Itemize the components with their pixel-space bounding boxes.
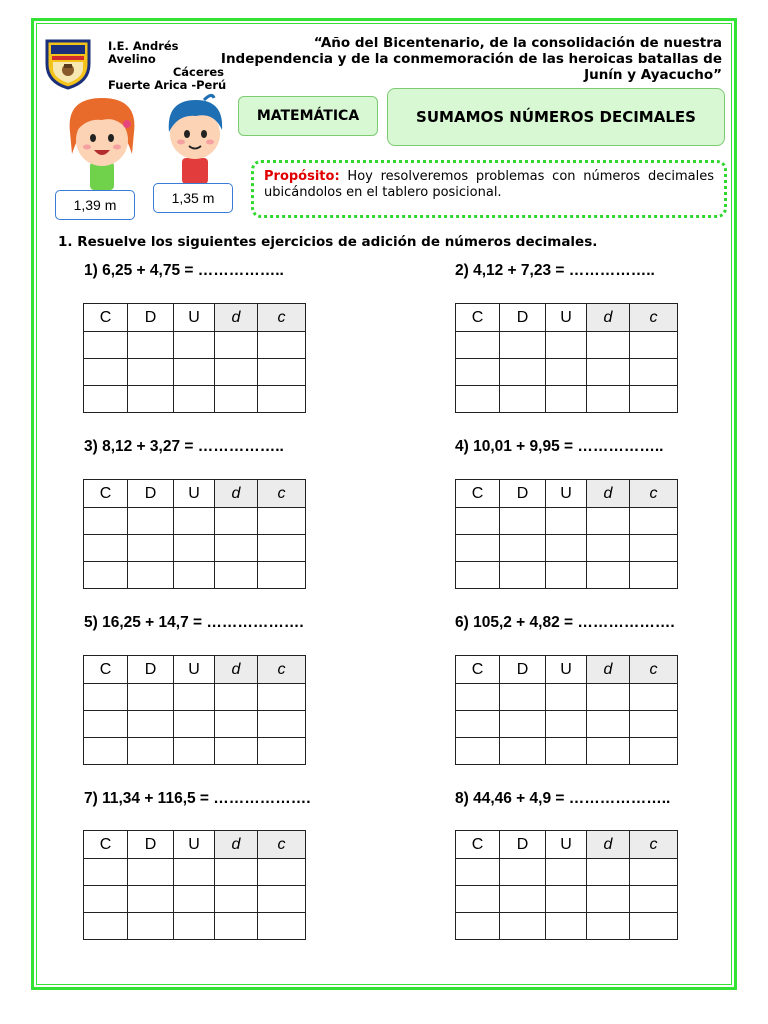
table-row xyxy=(456,562,678,589)
boy-height-label: 1,35 m xyxy=(153,183,233,213)
answer-cell[interactable] xyxy=(500,535,546,562)
answer-cell[interactable] xyxy=(456,711,500,738)
answer-cell[interactable] xyxy=(500,386,546,413)
place-value-table-7 xyxy=(83,830,306,940)
answer-cell[interactable] xyxy=(630,738,678,765)
answer-cell[interactable] xyxy=(500,684,546,711)
answer-cell[interactable] xyxy=(215,711,258,738)
header-decimos: d xyxy=(215,831,258,859)
exercise-2-prompt: 2) 4,12 + 7,23 = …………….. xyxy=(455,262,655,279)
answer-cell[interactable] xyxy=(587,913,630,940)
answer-cell[interactable] xyxy=(500,508,546,535)
place-value-table-6 xyxy=(455,655,678,765)
table-row xyxy=(456,711,678,738)
answer-cell[interactable] xyxy=(630,508,678,535)
answer-cell[interactable] xyxy=(587,859,630,886)
table-row xyxy=(84,738,306,765)
table-row xyxy=(84,386,306,413)
answer-cell[interactable] xyxy=(128,332,174,359)
answer-cell[interactable] xyxy=(84,535,128,562)
answer-cell[interactable] xyxy=(630,886,678,913)
answer-cell[interactable] xyxy=(215,859,258,886)
answer-cell[interactable] xyxy=(84,508,128,535)
answer-cell[interactable] xyxy=(456,508,500,535)
exercise-1-prompt: 1) 6,25 + 4,75 = …………….. xyxy=(84,262,284,279)
answer-cell[interactable] xyxy=(128,913,174,940)
answer-cell[interactable] xyxy=(630,562,678,589)
answer-cell[interactable] xyxy=(84,886,128,913)
place-value-table-5 xyxy=(83,655,306,765)
worksheet-title: SUMAMOS NÚMEROS DECIMALES xyxy=(387,88,725,146)
answer-cell[interactable] xyxy=(215,913,258,940)
answer-cell[interactable] xyxy=(500,859,546,886)
table-row xyxy=(456,535,678,562)
answer-cell[interactable] xyxy=(128,562,174,589)
motto-line2: Independencia y de la conmemoración de las heroicas batallas de xyxy=(220,51,722,67)
answer-cell[interactable] xyxy=(174,684,215,711)
table-row xyxy=(84,859,306,886)
exercise-5-prompt: 5) 16,25 + 14,7 = ………………. xyxy=(84,614,304,631)
answer-cell[interactable] xyxy=(630,859,678,886)
answer-cell[interactable] xyxy=(215,359,258,386)
answer-cell[interactable] xyxy=(630,332,678,359)
answer-cell[interactable] xyxy=(546,535,587,562)
school-location: Fuerte Arica -Perú xyxy=(108,78,227,92)
answer-cell[interactable] xyxy=(258,711,306,738)
header-centesimos: c xyxy=(258,480,306,508)
header-decimos: d xyxy=(215,656,258,684)
table-row xyxy=(456,913,678,940)
answer-cell[interactable] xyxy=(128,359,174,386)
answer-cell[interactable] xyxy=(587,386,630,413)
table-row xyxy=(84,359,306,386)
answer-cell[interactable] xyxy=(258,332,306,359)
answer-cell[interactable] xyxy=(546,738,587,765)
answer-cell[interactable] xyxy=(174,711,215,738)
answer-cell[interactable] xyxy=(546,562,587,589)
answer-cell[interactable] xyxy=(546,913,587,940)
answer-cell[interactable] xyxy=(215,508,258,535)
answer-cell[interactable] xyxy=(84,913,128,940)
header-centenas: C xyxy=(456,656,500,684)
girl-height-label: 1,39 m xyxy=(55,190,135,220)
header-centenas: C xyxy=(84,304,128,332)
answer-cell[interactable] xyxy=(630,386,678,413)
subject-badge: MATEMÁTICA xyxy=(238,96,378,136)
table-row xyxy=(84,711,306,738)
header-centenas: C xyxy=(456,304,500,332)
header-centesimos: c xyxy=(630,480,678,508)
answer-cell[interactable] xyxy=(630,913,678,940)
answer-cell[interactable] xyxy=(258,386,306,413)
answer-cell[interactable] xyxy=(587,738,630,765)
answer-cell[interactable] xyxy=(128,711,174,738)
table-row xyxy=(84,684,306,711)
header-centesimos: c xyxy=(630,831,678,859)
table-row xyxy=(456,359,678,386)
answer-cell[interactable] xyxy=(84,386,128,413)
answer-cell[interactable] xyxy=(500,738,546,765)
answer-cell[interactable] xyxy=(215,386,258,413)
answer-cell[interactable] xyxy=(630,711,678,738)
year-motto xyxy=(190,35,722,83)
answer-cell[interactable] xyxy=(128,386,174,413)
table-row xyxy=(456,886,678,913)
answer-cell[interactable] xyxy=(258,562,306,589)
answer-cell[interactable] xyxy=(174,913,215,940)
answer-cell[interactable] xyxy=(128,886,174,913)
answer-cell[interactable] xyxy=(174,359,215,386)
header-decenas: D xyxy=(500,304,546,332)
place-value-table-8 xyxy=(455,830,678,940)
answer-cell[interactable] xyxy=(456,332,500,359)
school-crest-logo xyxy=(43,38,93,90)
header-decimos: d xyxy=(587,304,630,332)
answer-cell[interactable] xyxy=(84,738,128,765)
answer-cell[interactable] xyxy=(546,332,587,359)
answer-cell[interactable] xyxy=(587,886,630,913)
answer-cell[interactable] xyxy=(174,535,215,562)
answer-cell[interactable] xyxy=(84,332,128,359)
header-unidades: U xyxy=(174,656,215,684)
header-decenas: D xyxy=(500,480,546,508)
table-row xyxy=(456,332,678,359)
answer-cell[interactable] xyxy=(587,562,630,589)
answer-cell[interactable] xyxy=(174,562,215,589)
motto-line3: Junín y Ayacucho” xyxy=(584,67,722,83)
answer-cell[interactable] xyxy=(456,738,500,765)
table-row xyxy=(84,913,306,940)
header-decimos: d xyxy=(587,656,630,684)
header-unidades: U xyxy=(546,656,587,684)
answer-cell[interactable] xyxy=(215,886,258,913)
girl-illustration xyxy=(62,92,142,190)
table-row xyxy=(456,684,678,711)
answer-cell[interactable] xyxy=(128,684,174,711)
table-row xyxy=(84,332,306,359)
answer-cell[interactable] xyxy=(84,859,128,886)
table-row xyxy=(456,386,678,413)
exercise-4-prompt: 4) 10,01 + 9,95 = …………….. xyxy=(455,438,664,455)
header-decimos: d xyxy=(587,480,630,508)
header-centesimos: c xyxy=(630,656,678,684)
answer-cell[interactable] xyxy=(500,359,546,386)
place-value-table-2 xyxy=(455,303,678,413)
answer-cell[interactable] xyxy=(456,386,500,413)
answer-cell[interactable] xyxy=(258,886,306,913)
motto-line1: “Año del Bicentenario, de la consolidación de nuestra xyxy=(313,35,722,51)
header-unidades: U xyxy=(546,480,587,508)
answer-cell[interactable] xyxy=(500,913,546,940)
place-value-table-4 xyxy=(455,479,678,589)
header-centenas: C xyxy=(84,831,128,859)
header-centenas: C xyxy=(84,480,128,508)
answer-cell[interactable] xyxy=(84,562,128,589)
answer-cell[interactable] xyxy=(587,332,630,359)
answer-cell[interactable] xyxy=(174,738,215,765)
purpose-label: Propósito: xyxy=(264,169,340,184)
table-row xyxy=(456,738,678,765)
table-row xyxy=(84,535,306,562)
answer-cell[interactable] xyxy=(174,508,215,535)
header-centesimos: c xyxy=(258,304,306,332)
table-row xyxy=(84,508,306,535)
answer-cell[interactable] xyxy=(84,359,128,386)
answer-cell[interactable] xyxy=(84,684,128,711)
answer-cell[interactable] xyxy=(215,562,258,589)
answer-cell[interactable] xyxy=(258,859,306,886)
answer-cell[interactable] xyxy=(456,535,500,562)
table-row xyxy=(84,562,306,589)
purpose-box xyxy=(251,160,727,218)
answer-cell[interactable] xyxy=(84,711,128,738)
header-decimos: d xyxy=(587,831,630,859)
answer-cell[interactable] xyxy=(500,886,546,913)
answer-cell[interactable] xyxy=(587,359,630,386)
header-decimos: d xyxy=(215,480,258,508)
header-decenas: D xyxy=(128,304,174,332)
table-row xyxy=(456,508,678,535)
header-decenas: D xyxy=(128,831,174,859)
answer-cell[interactable] xyxy=(174,886,215,913)
answer-cell[interactable] xyxy=(546,886,587,913)
header-centenas: C xyxy=(84,656,128,684)
header-centenas: C xyxy=(456,480,500,508)
header-decenas: D xyxy=(500,656,546,684)
header-decenas: D xyxy=(500,831,546,859)
table-row xyxy=(456,859,678,886)
answer-cell[interactable] xyxy=(546,711,587,738)
exercise-7-prompt: 7) 11,34 + 116,5 = ………………. xyxy=(84,790,311,807)
school-name-line2: Cáceres xyxy=(172,65,224,79)
header-centesimos: c xyxy=(630,304,678,332)
answer-cell[interactable] xyxy=(215,535,258,562)
answer-cell[interactable] xyxy=(500,332,546,359)
header-unidades: U xyxy=(174,831,215,859)
answer-cell[interactable] xyxy=(630,684,678,711)
answer-cell[interactable] xyxy=(128,508,174,535)
answer-cell[interactable] xyxy=(456,359,500,386)
answer-cell[interactable] xyxy=(258,359,306,386)
answer-cell[interactable] xyxy=(546,386,587,413)
place-value-table-3 xyxy=(83,479,306,589)
answer-cell[interactable] xyxy=(587,711,630,738)
answer-cell[interactable] xyxy=(174,859,215,886)
table-row xyxy=(84,886,306,913)
answer-cell[interactable] xyxy=(258,913,306,940)
school-name-line1: I.E. Andrés Avelino xyxy=(108,39,179,66)
header-unidades: U xyxy=(546,304,587,332)
header-unidades: U xyxy=(546,831,587,859)
answer-cell[interactable] xyxy=(500,711,546,738)
header-unidades: U xyxy=(174,304,215,332)
header-decenas: D xyxy=(128,656,174,684)
answer-cell[interactable] xyxy=(500,562,546,589)
answer-cell[interactable] xyxy=(456,913,500,940)
boy-illustration xyxy=(160,92,230,184)
answer-cell[interactable] xyxy=(456,859,500,886)
answer-cell[interactable] xyxy=(630,359,678,386)
header-decimos: d xyxy=(215,304,258,332)
exercise-8-prompt: 8) 44,46 + 4,9 = ……………….. xyxy=(455,790,671,807)
answer-cell[interactable] xyxy=(587,508,630,535)
answer-cell[interactable] xyxy=(546,359,587,386)
header-decenas: D xyxy=(128,480,174,508)
answer-cell[interactable] xyxy=(174,332,215,359)
answer-cell[interactable] xyxy=(456,886,500,913)
answer-cell[interactable] xyxy=(258,508,306,535)
answer-cell[interactable] xyxy=(546,684,587,711)
answer-cell[interactable] xyxy=(128,738,174,765)
answer-cell[interactable] xyxy=(258,535,306,562)
header-centesimos: c xyxy=(258,656,306,684)
answer-cell[interactable] xyxy=(258,738,306,765)
answer-cell[interactable] xyxy=(630,535,678,562)
answer-cell[interactable] xyxy=(215,332,258,359)
instruction-text: 1. Resuelve los siguientes ejercicios de adición de números decimales. xyxy=(58,234,598,250)
answer-cell[interactable] xyxy=(128,535,174,562)
answer-cell[interactable] xyxy=(215,738,258,765)
answer-cell[interactable] xyxy=(587,535,630,562)
answer-cell[interactable] xyxy=(128,859,174,886)
purpose-text: Hoy resolveremos problemas con números decimales ubicándolos en el tablero posicional. xyxy=(264,169,714,200)
answer-cell[interactable] xyxy=(456,684,500,711)
exercise-3-prompt: 3) 8,12 + 3,27 = …………….. xyxy=(84,438,284,455)
exercise-6-prompt: 6) 105,2 + 4,82 = ………………. xyxy=(455,614,675,631)
header-centesimos: c xyxy=(258,831,306,859)
answer-cell[interactable] xyxy=(546,508,587,535)
answer-cell[interactable] xyxy=(587,684,630,711)
answer-cell[interactable] xyxy=(215,684,258,711)
answer-cell[interactable] xyxy=(546,859,587,886)
answer-cell[interactable] xyxy=(456,562,500,589)
place-value-table-1 xyxy=(83,303,306,413)
header-unidades: U xyxy=(174,480,215,508)
header-centenas: C xyxy=(456,831,500,859)
answer-cell[interactable] xyxy=(258,684,306,711)
answer-cell[interactable] xyxy=(174,386,215,413)
